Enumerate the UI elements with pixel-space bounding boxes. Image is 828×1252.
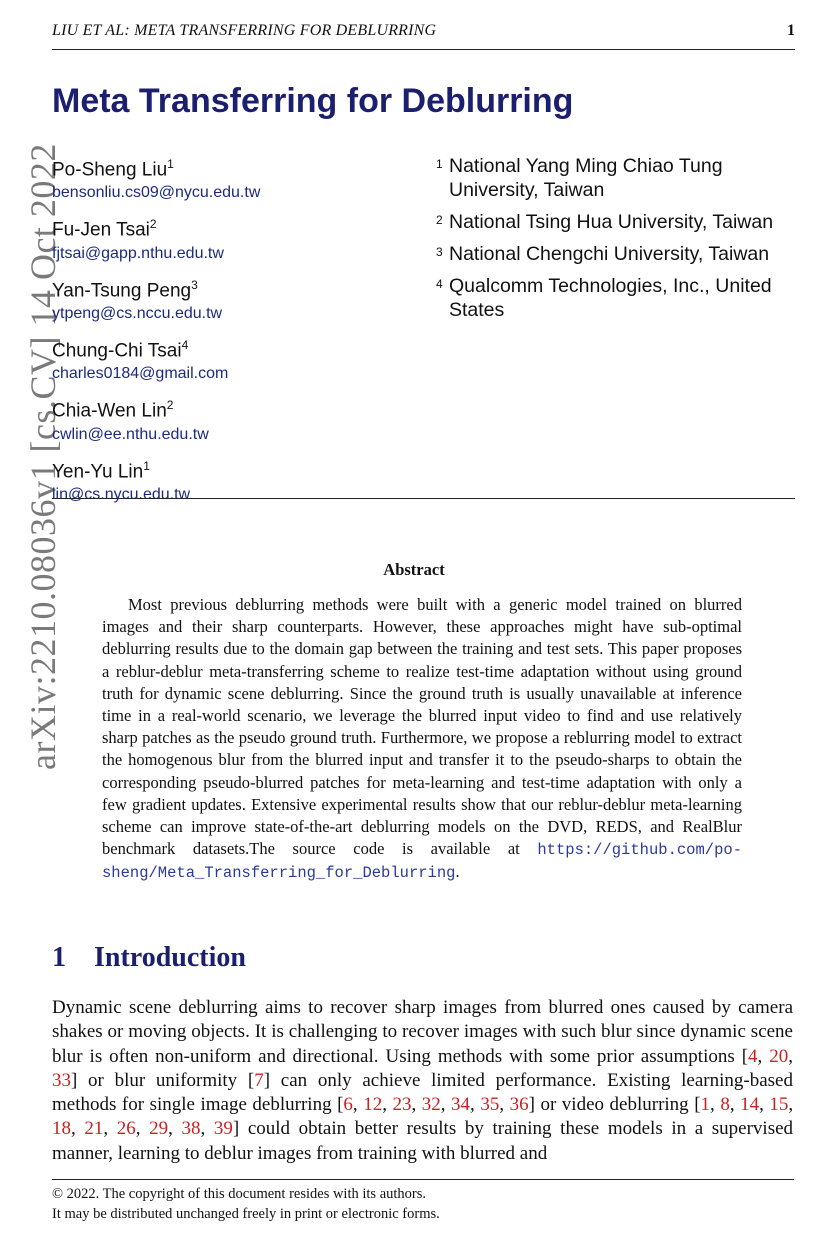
section-heading: [52, 942, 246, 974]
affiliation-number: 2: [436, 213, 443, 227]
intro-text: ,: [352, 1094, 364, 1116]
affiliation-entry: [436, 274, 806, 322]
affiliation-list: [436, 154, 806, 330]
affiliation-entry: [436, 154, 806, 202]
footer-line-1: © 2022. The copyright of this document resides with its authors.: [52, 1186, 427, 1202]
affiliation-number: 1: [436, 157, 443, 171]
citation-link[interactable]: 15: [769, 1094, 789, 1116]
author-affiliation-mark: 1: [143, 458, 150, 473]
author-email[interactable]: lin@cs.nycu.edu.tw: [52, 485, 191, 503]
intro-text: ,: [382, 1094, 393, 1116]
intro-text: ,: [729, 1094, 741, 1116]
author-entry: [52, 212, 412, 264]
intro-text: ,: [757, 1045, 770, 1067]
copyright-footer: [52, 1184, 440, 1224]
author-affiliation-mark: 4: [181, 337, 189, 352]
intro-text: ,: [759, 1094, 770, 1116]
intro-text: ,: [440, 1094, 452, 1116]
author-name-text: Po-Sheng Liu: [52, 159, 168, 181]
intro-text: ,: [788, 1045, 793, 1067]
running-head: [52, 20, 795, 44]
citation-link[interactable]: 7: [254, 1069, 264, 1091]
affiliation-text: Qualcomm Technologies, Inc., United States: [449, 275, 772, 321]
author-name: [52, 212, 412, 242]
citation-link[interactable]: 36: [509, 1094, 529, 1116]
author-affiliation-mark: 3: [191, 277, 198, 292]
citation-link[interactable]: 26: [116, 1118, 136, 1140]
intro-text: ] can only achieve limited performance. Existing learning-based methods for single image deblurring [: [52, 1069, 793, 1116]
header-rule: [52, 498, 795, 499]
author-name-text: Chung-Chi Tsai: [52, 340, 182, 362]
abstract-text: Most previous deblurring methods were built with a generic model trained on blurred images and their sharp counterparts. However, these approaches might have sub-optimal deblurring results due to the domain gap between the training and test sets. This paper proposes a reblur-deblur meta-transferring scheme to realize test-time adaptation without using ground truth for dynamic scene deblurring. Since the ground truth is usually unavailable at inference time in a real-world scenario, we leverage the blurred input video to find and use relatively sharp patches as the pseudo ground truth. Furthermore, we propose a reblurring model to extract the homogenous blur from the blurred input and transfer it to the pseudo-sharps to obtain the corresponding pseudo-blurred patches for meta-learning and test-time adaptation with only a few gradient updates. Extensive experimental results show that our reblur-deblur meta-learning scheme can improve state-of-the-art deblurring models on the DVD, REDS, and RealBlur benchmark datasets.The source code is available at: [102, 595, 742, 859]
affiliation-entry: [436, 210, 806, 234]
page-number: 1: [787, 22, 795, 39]
intro-text: ,: [71, 1118, 85, 1140]
author-name-text: Yan-Tsung Peng: [52, 279, 192, 301]
footer-line-2: It may be distributed unchanged freely in print or electronic forms.: [52, 1206, 440, 1222]
citation-link[interactable]: 6: [343, 1094, 353, 1116]
intro-text: Dynamic scene deblurring aims to recover sharp images from blurred ones caused by camera shakes or moving objects. It is challenging to recover images with such blur since dynamic scene blur is often non-uniform and directional. Using methods with some prior assumptions [: [52, 997, 793, 1067]
citation-link[interactable]: 21: [84, 1118, 104, 1140]
affiliation-entry: [436, 242, 806, 266]
paper-title: Meta Transferring for Deblurring: [52, 82, 574, 120]
author-email[interactable]: bensonliu.cs09@nycu.edu.tw: [52, 184, 261, 202]
intro-text: ,: [103, 1118, 117, 1140]
author-affiliation-mark: 1: [167, 157, 174, 171]
author-entry: [52, 333, 412, 385]
intro-text: ,: [200, 1118, 214, 1140]
author-name: [52, 152, 412, 182]
section-title: Introduction: [94, 942, 246, 973]
top-rule: [52, 49, 795, 50]
author-name: [52, 393, 412, 423]
author-affiliation-mark: 2: [149, 217, 157, 232]
intro-text: ] or blur uniformity [: [71, 1069, 255, 1091]
intro-text: ,: [411, 1094, 422, 1116]
abstract-end: .: [455, 862, 460, 882]
citation-link[interactable]: 32: [421, 1094, 441, 1116]
citation-link[interactable]: 33: [52, 1069, 71, 1091]
author-entry: [52, 273, 412, 325]
citation-link[interactable]: 23: [392, 1094, 412, 1116]
source-code-link[interactable]: https://github.com/po-sheng/Meta_Transferring_for_Deblurring: [102, 841, 742, 883]
citation-link[interactable]: 18: [52, 1118, 71, 1140]
intro-text: ,: [788, 1094, 794, 1116]
footer-rule: [52, 1179, 794, 1180]
author-email[interactable]: ytpeng@cs.nccu.edu.tw: [52, 304, 223, 322]
author-entry: [52, 393, 412, 445]
citation-link[interactable]: 39: [213, 1118, 233, 1140]
running-head-title: LIU ET AL: META TRANSFERRING FOR DEBLURRING: [52, 22, 437, 39]
author-affiliation-mark: 2: [166, 398, 174, 413]
affiliation-number: 4: [436, 277, 443, 291]
citation-link[interactable]: 29: [149, 1118, 169, 1140]
author-name-text: Yen-Yu Lin: [52, 460, 144, 482]
author-name-text: Fu-Jen Tsai: [52, 219, 150, 241]
intro-text: ,: [168, 1118, 182, 1140]
author-list: [52, 152, 412, 514]
citation-link[interactable]: 14: [740, 1094, 760, 1116]
citation-link[interactable]: 1: [700, 1094, 711, 1116]
intro-text: ] could obtain better results by training these models in a supervised manner, learning to deblur images from training with blurred and: [52, 1118, 794, 1164]
author-entry: [52, 152, 412, 204]
citation-link[interactable]: 38: [181, 1118, 201, 1140]
citation-link[interactable]: 4: [748, 1045, 758, 1067]
intro-text: ,: [470, 1094, 481, 1116]
abstract-body: [102, 594, 742, 885]
author-name: [52, 454, 412, 484]
citation-link[interactable]: 8: [720, 1094, 730, 1116]
affiliation-number: 3: [436, 245, 443, 259]
intro-text: ] or video deblurring [: [528, 1094, 701, 1116]
author-name: [52, 333, 412, 363]
section-number: 1: [52, 942, 66, 973]
introduction-paragraph: [52, 996, 793, 1166]
affiliation-text: National Chengchi University, Taiwan: [449, 243, 770, 265]
citation-link[interactable]: 35: [480, 1094, 500, 1116]
author-email[interactable]: fjtsai@gapp.nthu.edu.tw: [52, 244, 224, 262]
author-email[interactable]: cwlin@ee.nthu.edu.tw: [52, 425, 209, 443]
author-name-text: Chia-Wen Lin: [52, 400, 167, 422]
author-email[interactable]: charles0184@gmail.com: [52, 365, 229, 383]
intro-text: ,: [499, 1094, 510, 1116]
intro-text: ,: [710, 1094, 721, 1116]
affiliation-text: National Yang Ming Chiao Tung University, Taiwan: [449, 155, 723, 201]
citation-link[interactable]: 12: [363, 1094, 383, 1116]
affiliation-text: National Tsing Hua University, Taiwan: [449, 211, 774, 233]
citation-link[interactable]: 20: [769, 1045, 789, 1067]
intro-text: ,: [135, 1118, 150, 1140]
citation-link[interactable]: 34: [451, 1094, 471, 1116]
author-name: [52, 273, 412, 303]
arxiv-stamp: arXiv:2210.08036v1 [cs.CV] 14 Oct 2022: [23, 143, 63, 770]
abstract-heading: Abstract: [383, 560, 445, 579]
